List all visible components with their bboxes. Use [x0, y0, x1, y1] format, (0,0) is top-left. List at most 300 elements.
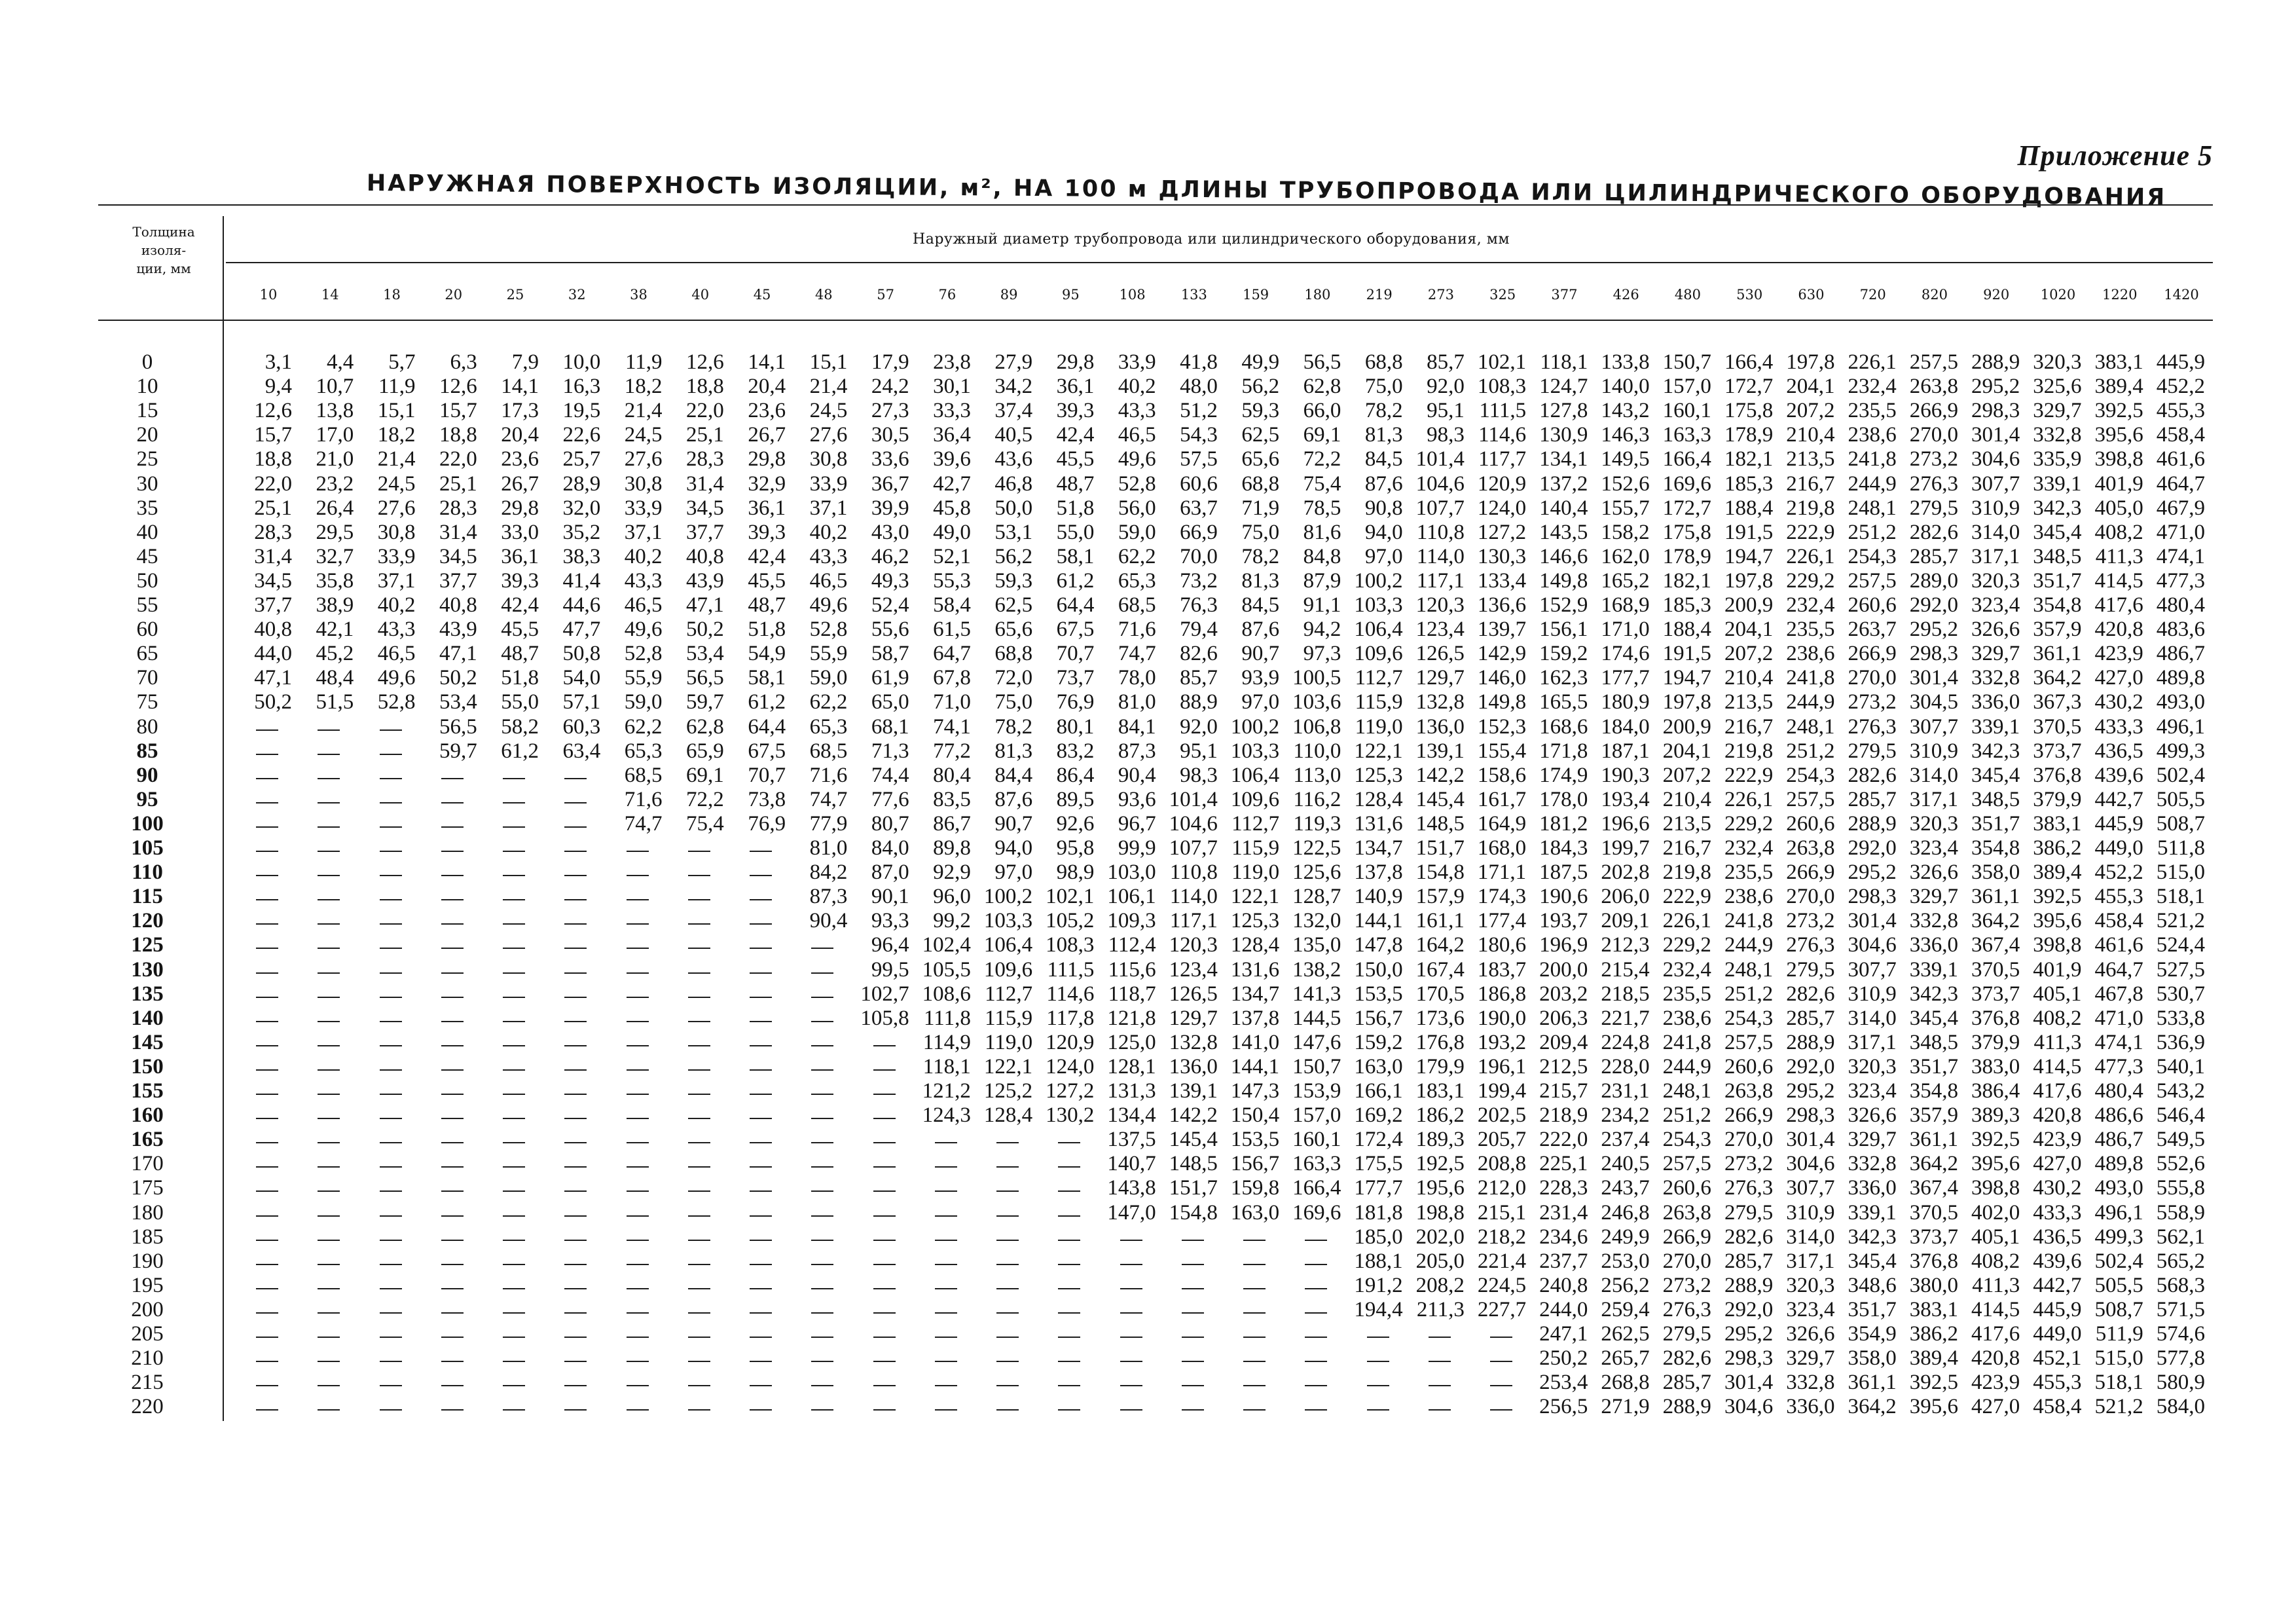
table-cell: 151,7	[1415, 836, 1465, 860]
table-cell: 151,7	[1169, 1176, 1218, 1200]
table-cell: 94,0	[994, 836, 1033, 860]
empty-cell-dash	[318, 1288, 340, 1289]
table-cell: 130,2	[1046, 1103, 1095, 1128]
table-cell: 49,0	[933, 520, 971, 544]
table-cell: 174,9	[1539, 763, 1588, 787]
table-cell: 76,9	[1056, 690, 1095, 714]
page-title: НАРУЖНАЯ ПОВЕРХНОСТЬ ИЗОЛЯЦИИ, м², НА 100 м ДЛИНЫ ТРУБОПРОВОДА ИЛИ ЦИЛИНДРИЧЕСКОГО ОБОРУДОВАНИЯ	[366, 170, 2167, 211]
table-cell: 295,2	[1848, 860, 1897, 885]
empty-cell-dash	[688, 1166, 710, 1168]
table-cell: 367,4	[1971, 933, 2020, 957]
empty-cell-dash	[627, 923, 649, 925]
empty-cell-dash	[627, 1094, 649, 1095]
empty-cell-dash	[811, 1021, 833, 1022]
table-cell: 571,5	[2156, 1297, 2205, 1321]
table-cell: 279,5	[1786, 957, 1835, 982]
table-cell: 37,1	[624, 520, 663, 544]
diameter-header: 1220	[2102, 287, 2138, 303]
table-cell: 128,4	[1230, 933, 1280, 957]
thickness-header	[105, 223, 223, 278]
table-cell: 358,0	[1848, 1346, 1897, 1371]
table-cell: 235,5	[1786, 618, 1835, 642]
table-cell: 29,8	[501, 496, 539, 520]
table-cell: 455,3	[2156, 399, 2205, 423]
table-cell: 45,5	[1056, 447, 1095, 471]
empty-cell-dash	[627, 1385, 649, 1386]
table-cell: 423,9	[2033, 1128, 2082, 1152]
empty-cell-dash	[996, 1361, 1019, 1362]
table-cell: 493,0	[2094, 1176, 2143, 1200]
thickness-value: 205	[131, 1322, 164, 1346]
table-cell: 244,9	[1724, 933, 1774, 957]
table-cell: 121,2	[922, 1079, 971, 1103]
table-cell: 84,5	[1364, 447, 1403, 471]
table-cell: 304,6	[1786, 1152, 1835, 1176]
thickness-value: 100	[131, 811, 164, 836]
table-cell: 96,0	[933, 885, 971, 909]
table-cell: 31,4	[686, 471, 724, 496]
table-cell: 24,5	[624, 423, 663, 447]
table-cell: 414,5	[1971, 1297, 2020, 1321]
table-cell: 292,0	[1786, 1054, 1835, 1079]
empty-cell-dash	[1305, 1288, 1327, 1289]
table-cell: 364,2	[1848, 1395, 1897, 1419]
diameter-header: 40	[691, 287, 710, 303]
empty-cell-dash	[503, 1021, 525, 1022]
table-cell: 558,9	[2156, 1200, 2205, 1225]
table-cell: 156,1	[1539, 618, 1588, 642]
table-cell: 65,3	[624, 739, 663, 763]
empty-cell-dash	[1120, 1409, 1142, 1411]
table-cell: 301,4	[1971, 423, 2020, 447]
table-cell: 88,9	[1180, 690, 1218, 714]
table-cell: 23,2	[316, 471, 354, 496]
empty-cell-dash	[935, 1166, 957, 1168]
table-cell: 166,4	[1292, 1176, 1341, 1200]
table-cell: 50,2	[686, 618, 724, 642]
table-cell: 37,4	[994, 399, 1033, 423]
thickness-value: 45	[136, 544, 158, 568]
table-cell: 67,8	[933, 666, 971, 690]
diameter-header: 1420	[2164, 287, 2199, 303]
table-cell: 295,2	[1786, 1079, 1835, 1103]
table-cell: 59,0	[1118, 520, 1156, 544]
empty-cell-dash	[380, 778, 402, 779]
empty-cell-dash	[873, 1190, 896, 1192]
table-cell: 179,9	[1415, 1054, 1465, 1079]
empty-cell-dash	[564, 899, 587, 900]
thickness-value: 10	[136, 375, 158, 399]
table-cell: 464,7	[2156, 471, 2205, 496]
diameter-header: 76	[938, 287, 957, 303]
empty-cell-dash	[811, 1166, 833, 1168]
table-cell: 162,0	[1601, 544, 1650, 568]
table-cell: 155,4	[1477, 739, 1527, 763]
table-cell: 128,7	[1292, 885, 1341, 909]
table-cell: 270,0	[1724, 1128, 1774, 1152]
table-cell: 36,7	[871, 471, 909, 496]
empty-cell-dash	[380, 1264, 402, 1265]
table-cell: 30,5	[871, 423, 909, 447]
empty-cell-dash	[1243, 1337, 1266, 1338]
empty-cell-dash	[1182, 1337, 1204, 1338]
table-cell: 38,9	[316, 593, 354, 617]
table-cell: 414,5	[2033, 1054, 2082, 1079]
empty-cell-dash	[318, 754, 340, 755]
table-cell: 342,3	[1848, 1225, 1897, 1249]
empty-cell-dash	[256, 1361, 278, 1362]
table-cell: 62,8	[686, 714, 724, 739]
table-cell: 474,1	[2094, 1030, 2143, 1054]
table-cell: 222,9	[1662, 885, 1711, 909]
table-cell: 282,6	[1662, 1346, 1711, 1371]
table-cell: 28,3	[686, 447, 724, 471]
empty-cell-dash	[1305, 1361, 1327, 1362]
table-cell: 77,9	[809, 811, 848, 836]
table-cell: 392,5	[2094, 399, 2143, 423]
table-cell: 182,1	[1662, 568, 1711, 593]
empty-cell-dash	[1058, 1312, 1080, 1314]
table-cell: 34,5	[686, 496, 724, 520]
table-cell: 123,4	[1415, 618, 1465, 642]
empty-cell-dash	[564, 1240, 587, 1241]
table-cell: 253,0	[1601, 1249, 1650, 1273]
table-cell: 71,9	[1241, 496, 1280, 520]
table-cell: 279,5	[1909, 496, 1958, 520]
table-cell: 449,0	[2033, 1322, 2082, 1346]
empty-cell-dash	[380, 1142, 402, 1143]
table-cell: 357,9	[2033, 618, 2082, 642]
empty-cell-dash	[1120, 1337, 1142, 1338]
table-cell: 226,1	[1724, 787, 1774, 811]
table-cell: 329,7	[1786, 1346, 1835, 1371]
empty-cell-dash	[318, 851, 340, 852]
table-cell: 120,3	[1169, 933, 1218, 957]
table-cell: 395,6	[1909, 1395, 1958, 1419]
empty-cell-dash	[873, 1118, 896, 1119]
table-cell: 163,0	[1230, 1200, 1280, 1225]
table-cell: 200,0	[1539, 957, 1588, 982]
table-cell: 263,8	[1909, 375, 1958, 399]
table-cell: 106,4	[1354, 618, 1403, 642]
table-cell: 298,3	[1971, 399, 2020, 423]
table-cell: 43,3	[809, 544, 848, 568]
table-cell: 163,3	[1662, 423, 1711, 447]
empty-cell-dash	[688, 1240, 710, 1241]
table-cell: 348,5	[1971, 787, 2020, 811]
table-cell: 55,9	[624, 666, 663, 690]
table-cell: 185,3	[1662, 593, 1711, 617]
table-cell: 295,2	[1909, 618, 1958, 642]
table-cell: 574,6	[2156, 1322, 2205, 1346]
table-cell: 508,7	[2094, 1297, 2143, 1321]
table-cell: 427,0	[1971, 1395, 2020, 1419]
table-cell: 106,4	[983, 933, 1033, 957]
empty-cell-dash	[996, 1264, 1019, 1265]
empty-cell-dash	[750, 1264, 772, 1265]
table-cell: 127,8	[1539, 399, 1588, 423]
empty-cell-dash	[627, 1264, 649, 1265]
table-cell: 282,6	[1848, 763, 1897, 787]
table-cell: 193,7	[1539, 909, 1588, 933]
table-cell: 130,3	[1477, 544, 1527, 568]
table-cell: 50,2	[439, 666, 477, 690]
table-cell: 124,0	[1477, 496, 1527, 520]
table-cell: 367,3	[2033, 690, 2082, 714]
table-cell: 405,0	[2094, 496, 2143, 520]
thickness-value: 200	[131, 1297, 164, 1321]
table-cell: 52,8	[809, 618, 848, 642]
table-cell: 549,5	[2156, 1128, 2205, 1152]
table-cell: 107,7	[1415, 496, 1465, 520]
table-cell: 34,5	[439, 544, 477, 568]
table-cell: 12,6	[686, 350, 724, 374]
empty-cell-dash	[1058, 1142, 1080, 1143]
table-cell: 383,1	[1909, 1297, 1958, 1321]
table-cell: 114,6	[1046, 982, 1095, 1006]
empty-cell-dash	[627, 948, 649, 949]
empty-cell-dash	[750, 997, 772, 998]
empty-cell-dash	[380, 1337, 402, 1338]
table-cell: 332,8	[1971, 666, 2020, 690]
empty-cell-dash	[564, 1337, 587, 1338]
table-cell: 153,9	[1292, 1079, 1341, 1103]
table-cell: 65,3	[809, 714, 848, 739]
empty-cell-dash	[873, 1337, 896, 1338]
table-cell: 106,8	[1292, 714, 1341, 739]
table-cell: 112,4	[1108, 933, 1156, 957]
table-cell: 225,1	[1539, 1152, 1588, 1176]
table-cell: 164,2	[1415, 933, 1465, 957]
table-cell: 58,1	[1056, 544, 1095, 568]
empty-cell-dash	[564, 1264, 587, 1265]
table-cell: 562,1	[2156, 1225, 2205, 1249]
table-cell: 44,0	[254, 642, 292, 666]
empty-cell-dash	[688, 1385, 710, 1386]
table-cell: 383,1	[2033, 811, 2082, 836]
empty-cell-dash	[811, 997, 833, 998]
empty-cell-dash	[627, 1142, 649, 1143]
empty-cell-dash	[750, 1312, 772, 1314]
empty-cell-dash	[503, 1069, 525, 1071]
table-cell: 32,0	[562, 496, 601, 520]
diameter-header: 920	[1983, 287, 2010, 303]
table-cell: 177,7	[1354, 1176, 1403, 1200]
table-cell: 260,6	[1724, 1054, 1774, 1079]
table-cell: 18,2	[624, 375, 663, 399]
table-cell: 285,7	[1848, 787, 1897, 811]
table-cell: 52,8	[1118, 471, 1156, 496]
table-cell: 172,7	[1724, 375, 1774, 399]
empty-cell-dash	[503, 1045, 525, 1046]
thickness-value: 120	[131, 909, 164, 933]
table-cell: 125,3	[1354, 763, 1403, 787]
empty-cell-dash	[750, 1240, 772, 1241]
table-cell: 232,4	[1786, 593, 1835, 617]
empty-cell-dash	[1490, 1337, 1512, 1338]
table-cell: 238,6	[1786, 642, 1835, 666]
empty-cell-dash	[503, 1190, 525, 1192]
thickness-value: 30	[136, 471, 158, 496]
table-cell: 25,1	[254, 496, 292, 520]
empty-cell-dash	[256, 1069, 278, 1071]
table-cell: 27,6	[377, 496, 416, 520]
table-cell: 248,1	[1724, 957, 1774, 982]
table-cell: 442,7	[2094, 787, 2143, 811]
empty-cell-dash	[750, 1190, 772, 1192]
empty-cell-dash	[380, 754, 402, 755]
empty-cell-dash	[750, 1361, 772, 1362]
empty-cell-dash	[564, 802, 587, 803]
table-cell: 181,8	[1354, 1200, 1403, 1225]
table-cell: 139,1	[1415, 739, 1465, 763]
empty-cell-dash	[1182, 1312, 1204, 1314]
table-cell: 25,7	[562, 447, 601, 471]
empty-cell-dash	[1305, 1312, 1327, 1314]
empty-cell-dash	[1305, 1385, 1327, 1386]
table-cell: 329,7	[1909, 885, 1958, 909]
table-cell: 87,0	[871, 860, 909, 885]
table-cell: 85,7	[1427, 350, 1465, 374]
table-cell: 45,8	[933, 496, 971, 520]
empty-cell-dash	[996, 1190, 1019, 1192]
empty-cell-dash	[750, 1166, 772, 1168]
diameter-group-rule	[226, 262, 2213, 263]
table-cell: 128,4	[1354, 787, 1403, 811]
empty-cell-dash	[811, 1094, 833, 1095]
table-cell: 467,8	[2094, 982, 2143, 1006]
table-cell: 56,5	[1303, 350, 1341, 374]
table-cell: 177,7	[1601, 666, 1650, 690]
table-cell: 154,8	[1415, 860, 1465, 885]
table-cell: 72,0	[994, 666, 1033, 690]
table-cell: 87,6	[1241, 618, 1280, 642]
empty-cell-dash	[503, 778, 525, 779]
empty-cell-dash	[750, 1142, 772, 1143]
table-cell: 65,0	[871, 690, 909, 714]
empty-cell-dash	[318, 1094, 340, 1095]
table-cell: 192,5	[1415, 1152, 1465, 1176]
table-cell: 26,4	[316, 496, 354, 520]
table-cell: 288,9	[1786, 1030, 1835, 1054]
table-cell: 59,7	[686, 690, 724, 714]
table-cell: 543,2	[2156, 1079, 2205, 1103]
table-cell: 196,6	[1601, 811, 1650, 836]
table-cell: 184,3	[1539, 836, 1588, 860]
table-cell: 187,5	[1539, 860, 1588, 885]
table-cell: 10,0	[562, 350, 601, 374]
table-cell: 75,0	[1241, 520, 1280, 544]
table-cell: 139,1	[1169, 1079, 1218, 1103]
table-cell: 405,1	[2033, 982, 2082, 1006]
table-cell: 54,0	[562, 666, 601, 690]
empty-cell-dash	[996, 1166, 1019, 1168]
table-cell: 25,1	[686, 423, 724, 447]
table-cell: 39,3	[501, 568, 539, 593]
table-cell: 119,0	[985, 1030, 1033, 1054]
empty-cell-dash	[1120, 1312, 1142, 1314]
table-cell: 84,8	[1303, 544, 1341, 568]
table-cell: 125,6	[1292, 860, 1341, 885]
table-cell: 295,2	[1724, 1322, 1774, 1346]
table-cell: 78,2	[994, 714, 1033, 739]
empty-cell-dash	[811, 972, 833, 974]
table-cell: 251,2	[1786, 739, 1835, 763]
table-cell: 118,7	[1108, 982, 1156, 1006]
table-cell: 195,6	[1415, 1176, 1465, 1200]
table-cell: 111,5	[1479, 399, 1527, 423]
table-cell: 72,2	[1303, 447, 1341, 471]
table-cell: 147,6	[1292, 1030, 1341, 1054]
diameter-header: 10	[259, 287, 278, 303]
empty-cell-dash	[627, 1361, 649, 1362]
thickness-value: 145	[131, 1030, 164, 1054]
table-cell: 166,1	[1354, 1079, 1403, 1103]
table-cell: 95,1	[1180, 739, 1218, 763]
empty-cell-dash	[811, 1240, 833, 1241]
table-cell: 161,1	[1415, 909, 1465, 933]
table-cell: 288,9	[1662, 1395, 1711, 1419]
empty-cell-dash	[318, 1166, 340, 1168]
table-cell: 149,5	[1601, 447, 1650, 471]
table-cell: 546,4	[2156, 1103, 2205, 1128]
empty-cell-dash	[380, 1240, 402, 1241]
table-cell: 150,7	[1292, 1054, 1341, 1079]
table-cell: 348,5	[1909, 1030, 1958, 1054]
table-cell: 49,6	[1118, 447, 1156, 471]
table-cell: 417,6	[2033, 1079, 2082, 1103]
table-cell: 351,7	[1971, 811, 2020, 836]
empty-cell-dash	[873, 1094, 896, 1095]
table-cell: 226,1	[1662, 909, 1711, 933]
empty-cell-dash	[441, 1361, 464, 1362]
table-cell: 122,1	[1230, 885, 1280, 909]
table-cell: 47,1	[439, 642, 477, 666]
empty-cell-dash	[811, 1118, 833, 1119]
empty-cell-dash	[627, 972, 649, 974]
table-cell: 37,7	[686, 520, 724, 544]
empty-cell-dash	[318, 1409, 340, 1411]
table-cell: 307,7	[1909, 714, 1958, 739]
table-cell: 452,2	[2094, 860, 2143, 885]
table-cell: 49,6	[809, 593, 848, 617]
table-cell: 18,2	[377, 423, 416, 447]
table-cell: 489,8	[2094, 1152, 2143, 1176]
empty-cell-dash	[564, 1385, 587, 1386]
empty-cell-dash	[503, 1240, 525, 1241]
empty-cell-dash	[627, 1288, 649, 1289]
table-cell: 345,4	[2033, 520, 2082, 544]
table-cell: 48,0	[1180, 375, 1218, 399]
table-cell: 23,6	[748, 399, 786, 423]
table-cell: 182,1	[1724, 447, 1774, 471]
table-cell: 31,4	[254, 544, 292, 568]
table-cell: 152,9	[1539, 593, 1588, 617]
empty-cell-dash	[441, 1409, 464, 1411]
empty-cell-dash	[256, 1142, 278, 1143]
table-cell: 379,9	[1971, 1030, 2020, 1054]
table-cell: 336,0	[1909, 933, 1958, 957]
table-cell: 37,7	[254, 593, 292, 617]
table-cell: 270,0	[1909, 423, 1958, 447]
table-cell: 77,6	[871, 787, 909, 811]
table-cell: 216,7	[1662, 836, 1711, 860]
empty-cell-dash	[1182, 1385, 1204, 1386]
table-cell: 159,2	[1539, 642, 1588, 666]
table-cell: 276,3	[1786, 933, 1835, 957]
table-cell: 329,7	[2033, 399, 2082, 423]
table-cell: 53,4	[439, 690, 477, 714]
